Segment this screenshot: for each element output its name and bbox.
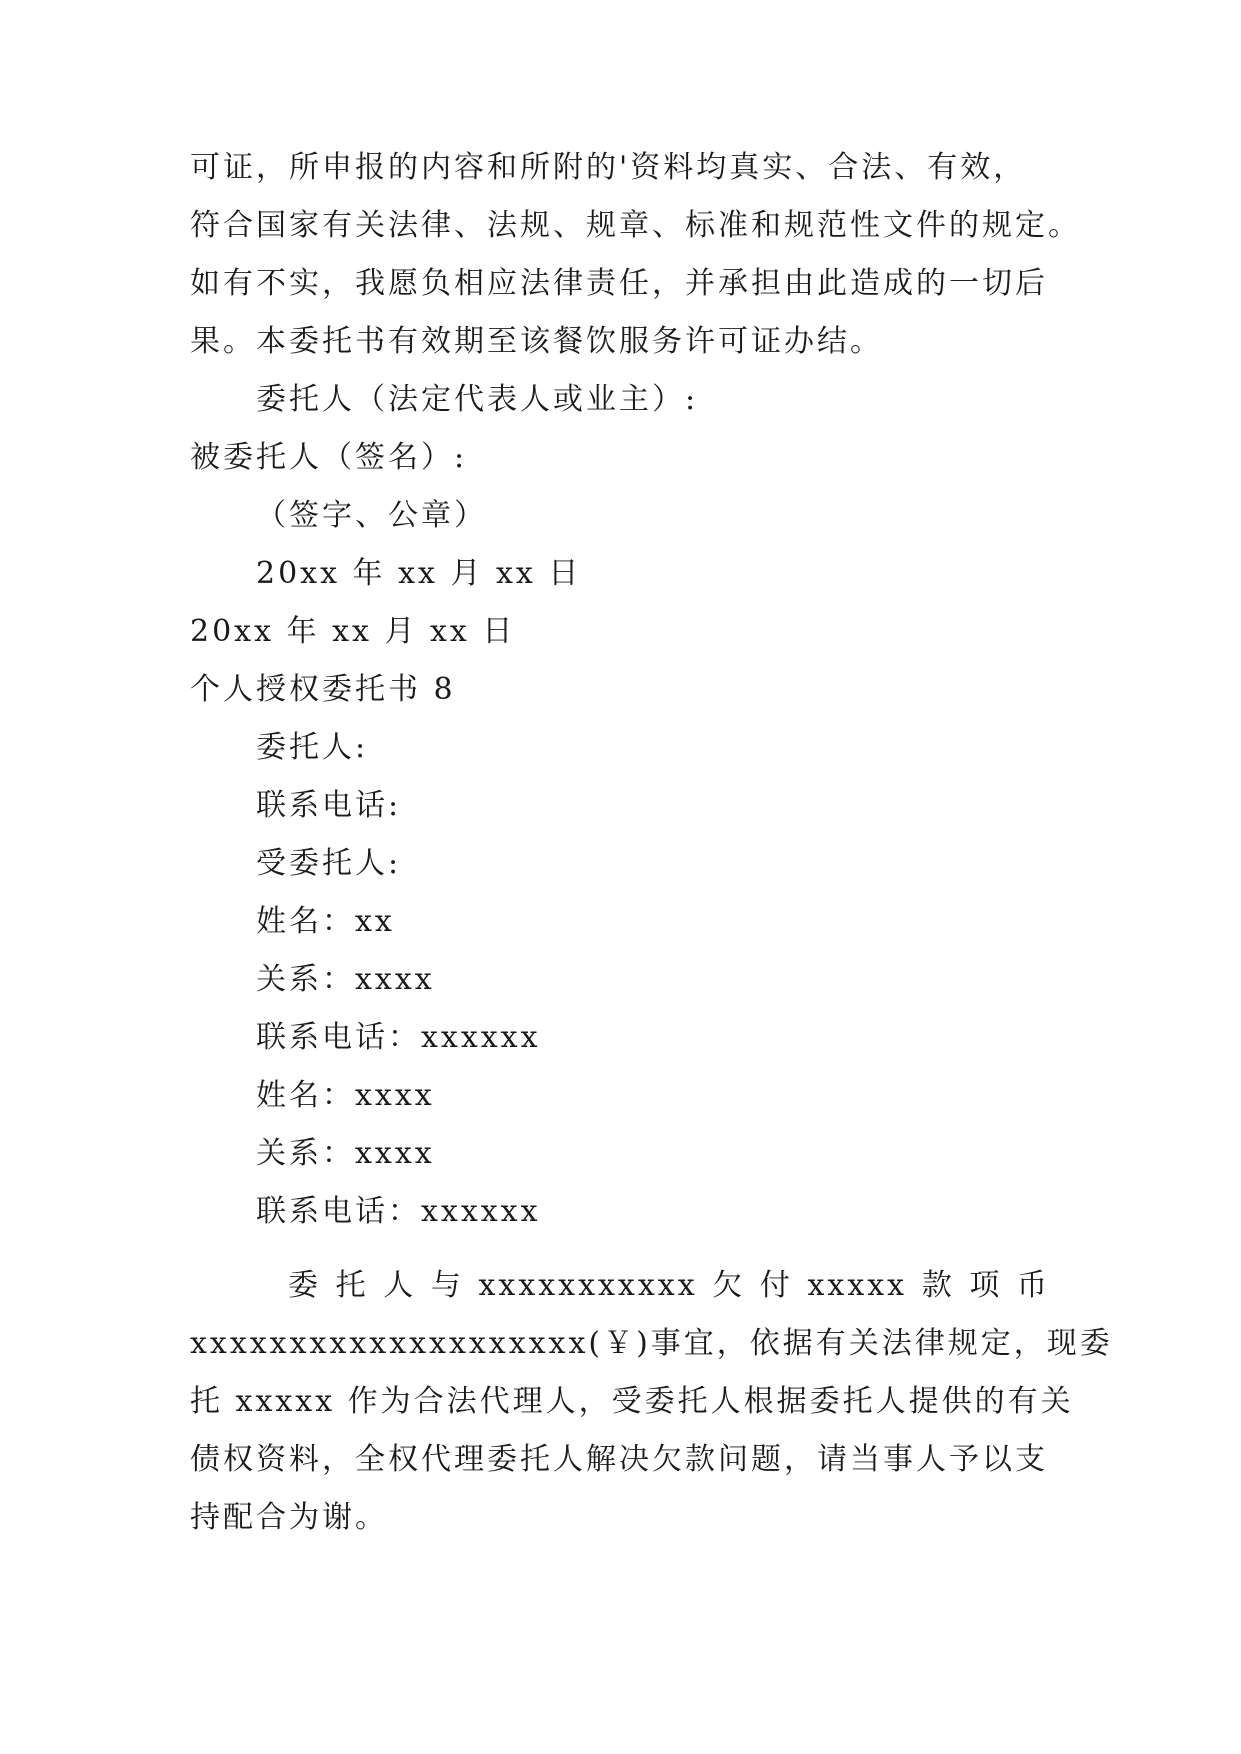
word: xxxxxxxxxxx <box>478 1268 698 1303</box>
word: 项 <box>969 1268 1003 1303</box>
agent-field: 受委托人: <box>256 846 402 881</box>
name-field: 姓名：xxxx <box>256 1078 435 1113</box>
phone-field: 联系电话：xxxxxx <box>256 1194 541 1229</box>
date-line: 20xx 年 xx 月 xx 日 <box>256 556 582 591</box>
paragraph-line: 债权资料，全权代理委托人解决欠款问题，请当事人予以支 <box>190 1442 1048 1477</box>
word: 欠 <box>712 1268 746 1303</box>
paragraph-line: xxxxxxxxxxxxxxxxxxxx(￥)事宜，依据有关法律规定，现委 <box>190 1326 1113 1361</box>
word: xxxxx <box>807 1268 908 1303</box>
principal-field: 委托人: <box>256 730 369 765</box>
relation-field: 关系：xxxx <box>256 962 435 997</box>
principal-label: 委托人（法定代表人或业主）: <box>256 382 699 417</box>
word: 与 <box>430 1268 464 1303</box>
paragraph-line: 托 xxxxx 作为合法代理人，受委托人根据委托人提供的有关 <box>190 1384 1074 1419</box>
relation-field: 关系：xxxx <box>256 1136 435 1171</box>
date-line: 20xx 年 xx 月 xx 日 <box>190 614 516 649</box>
word: 人 <box>383 1268 417 1303</box>
paragraph-line: 符合国家有关法律、法规、规章、标准和规范性文件的规定。 <box>190 208 1081 243</box>
paragraph-line: 持配合为谢。 <box>190 1500 388 1535</box>
word: 币 <box>1016 1268 1050 1303</box>
word: 委 <box>288 1268 321 1303</box>
word: 托 <box>335 1268 369 1303</box>
paragraph-line: 果。本委托书有效期至该餐饮服务许可证办结。 <box>190 324 883 359</box>
seal-label: （签字、公章） <box>256 498 487 533</box>
name-field: 姓名：xx <box>256 904 395 939</box>
agent-signature-label: 被委托人（签名）: <box>190 440 468 475</box>
phone-field: 联系电话：xxxxxx <box>256 1020 541 1055</box>
paragraph-line: 如有不实，我愿负相应法律责任，并承担由此造成的一切后 <box>190 266 1048 301</box>
word: 付 <box>759 1268 793 1303</box>
word: 款 <box>921 1268 955 1303</box>
paragraph-line: 可证，所申报的内容和所附的'资料均真实、合法、有效， <box>190 150 1027 185</box>
section-title: 个人授权委托书 8 <box>190 672 456 707</box>
phone-field: 联系电话: <box>256 788 402 823</box>
justified-paragraph-line <box>288 1266 1050 1306</box>
